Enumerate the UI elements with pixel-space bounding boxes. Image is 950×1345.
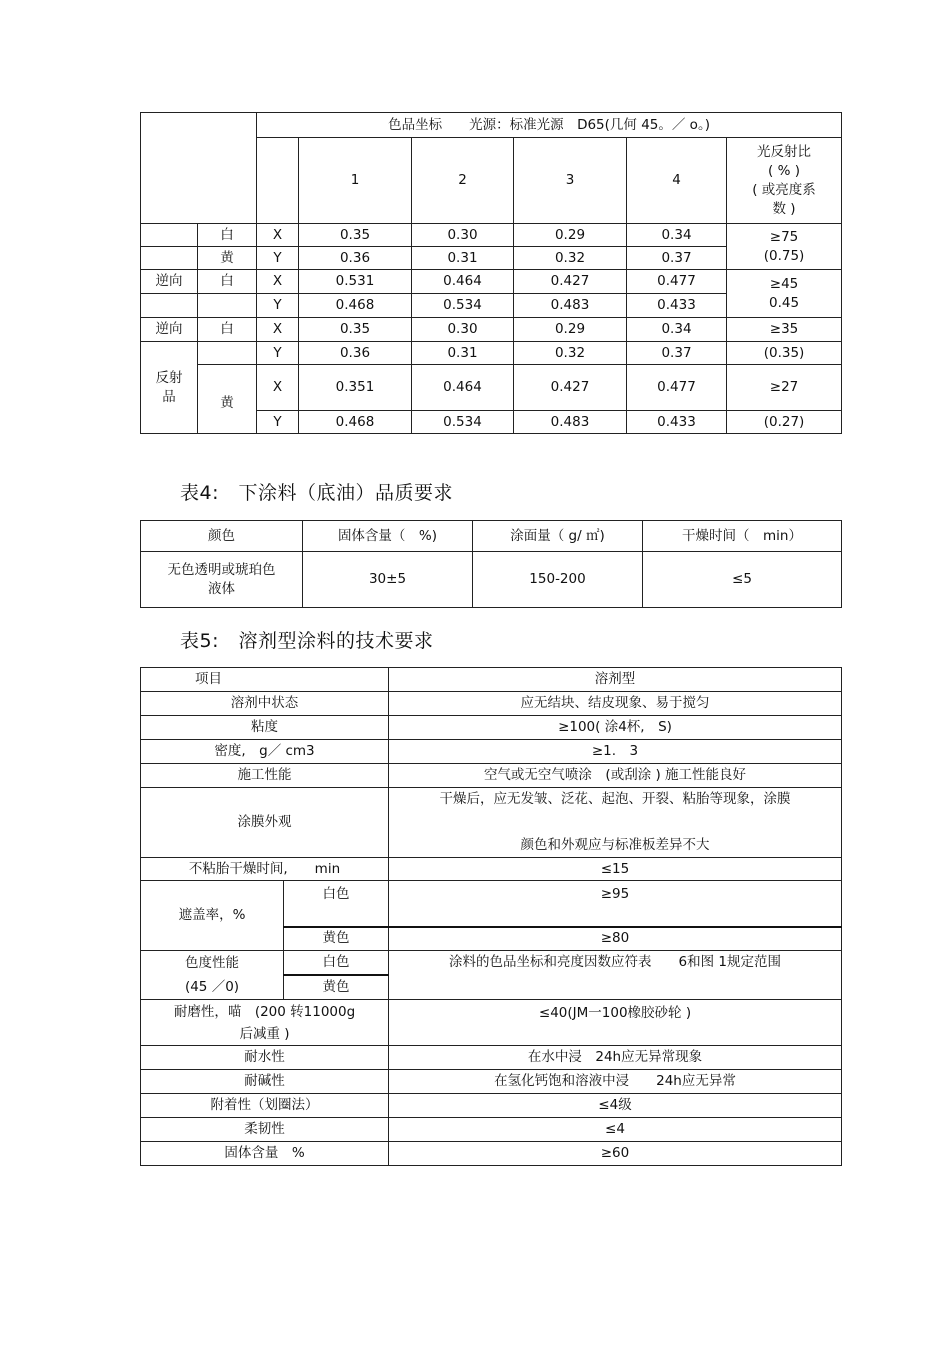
chroma-white-label: 白色	[284, 951, 389, 976]
value-cell: 0.483	[514, 294, 627, 318]
value-cell: 0.32	[514, 247, 627, 270]
column-header: 1	[299, 138, 412, 224]
item-label: 溶剂中状态	[141, 692, 389, 716]
color-cell: 黄	[198, 247, 257, 270]
color-cell	[198, 342, 257, 365]
value-cell: 0.468	[299, 411, 412, 434]
item-label: 耐磨性，喵 (200 转11000g 后减重 )	[141, 1000, 389, 1046]
item-label: 密度, g／ cm3	[141, 740, 389, 764]
color-cell: 白	[198, 270, 257, 294]
header-coverage: 涂面量（ g/ ㎡)	[473, 521, 643, 552]
value-cell: 0.351	[299, 365, 412, 411]
axis-cell: Y	[257, 247, 299, 270]
reflectance-cell: (0.35)	[727, 342, 842, 365]
cover-yellow-label: 黄色	[284, 927, 389, 951]
value-cell: 0.433	[627, 411, 727, 434]
value-cell: 0.36	[299, 247, 412, 270]
yellow-label: 黄	[198, 365, 257, 434]
item-label: 施工性能	[141, 764, 389, 788]
item-label: 耐水性	[141, 1046, 389, 1070]
item-value: 在水中浸 24h应无异常现象	[389, 1046, 842, 1070]
value-cell: 0.427	[514, 270, 627, 294]
cover-white-value: ≥95	[389, 881, 842, 927]
cover-yellow-value: ≥80	[389, 927, 842, 951]
item-value: ≤15	[389, 858, 842, 881]
item-value: ≤4级	[389, 1094, 842, 1118]
value-cell: 0.36	[299, 342, 412, 365]
chroma-value: 涂料的色品坐标和亮度因数应符表 6和图 1规定范围	[389, 951, 842, 1000]
reflect-group-label: 反射 品	[141, 342, 198, 434]
item-value: 在氢化钙饱和溶液中浸 24h应无异常	[389, 1070, 842, 1094]
table5-caption: 表5: 溶剂型涂料的技术要求	[180, 630, 434, 652]
item-value: ≥100( 涂4杯, S)	[389, 716, 842, 740]
value-cell: 0.29	[514, 224, 627, 247]
axis-cell: X	[257, 270, 299, 294]
axis-cell: X	[257, 318, 299, 342]
value-solids: 30±5	[303, 552, 473, 608]
value-cell: 0.534	[412, 411, 514, 434]
column-header: 3	[514, 138, 627, 224]
solvent-coating-table	[140, 667, 842, 1166]
value-cell: 0.34	[627, 224, 727, 247]
item-label: 涂膜外观	[141, 788, 389, 858]
value-cell: 0.468	[299, 294, 412, 318]
item-value: ≥1. 3	[389, 740, 842, 764]
value-cell: 0.30	[412, 318, 514, 342]
corner-cell	[141, 113, 257, 224]
value-cell: 0.30	[412, 224, 514, 247]
item-label: 耐碱性	[141, 1070, 389, 1094]
value-cell: 0.35	[299, 318, 412, 342]
item-label: 附着性（划圈法）	[141, 1094, 389, 1118]
value-cell: 0.37	[627, 247, 727, 270]
value-cell: 0.531	[299, 270, 412, 294]
group-cell: 逆向	[141, 318, 198, 342]
header-item: 项目	[141, 668, 389, 692]
header-drying-time: 干燥时间（ min）	[643, 521, 842, 552]
color-cell: 白	[198, 318, 257, 342]
color-cell	[198, 294, 257, 318]
value-cell: 0.477	[627, 365, 727, 411]
value-cell: 0.29	[514, 318, 627, 342]
group-cell	[141, 294, 198, 318]
chroma-label: 色度性能 (45 ／0)	[141, 951, 284, 1000]
value-drying-time: ≤5	[643, 552, 842, 608]
value-cell: 0.464	[412, 365, 514, 411]
value-cell: 0.34	[627, 318, 727, 342]
header-solids: 固体含量（ %)	[303, 521, 473, 552]
value-cell: 0.534	[412, 294, 514, 318]
axis-cell: X	[257, 224, 299, 247]
header-solvent-type: 溶剂型	[389, 668, 842, 692]
color-coordinate-table	[140, 112, 842, 434]
table3-header-title: 色品坐标 光源：标准光源 D65(几何 45。／ o。)	[257, 113, 842, 138]
axis-header-cell	[257, 138, 299, 224]
item-value: 干燥后，应无发皱、泛花、起泡、开裂、粘胎等现象，涂膜 颜色和外观应与标准板差异不大	[389, 788, 842, 858]
group-cell	[141, 224, 198, 247]
chroma-yellow-label: 黄色	[284, 975, 389, 1000]
column-header: 4	[627, 138, 727, 224]
item-label: 不粘胎干燥时间, min	[141, 858, 389, 881]
table4-caption: 表4: 下涂料（底油）品质要求	[180, 482, 453, 504]
item-label: 粘度	[141, 716, 389, 740]
reflectance-cell: (0.27)	[727, 411, 842, 434]
item-value: 应无结块、结皮现象、易于搅匀	[389, 692, 842, 716]
value-cell: 0.31	[412, 342, 514, 365]
value-cell: 0.32	[514, 342, 627, 365]
reflectance-cell: ≥45 0.45	[727, 270, 842, 318]
group-cell: 逆向	[141, 270, 198, 294]
value-cell: 0.35	[299, 224, 412, 247]
value-cell: 0.477	[627, 270, 727, 294]
value-color: 无色透明或琥珀色 液体	[141, 552, 303, 608]
item-value: 空气或无空气喷涂 (或刮涂 ) 施工性能良好	[389, 764, 842, 788]
value-cell: 0.483	[514, 411, 627, 434]
item-value: ≤4	[389, 1118, 842, 1142]
cover-rate-label: 遮盖率，%	[141, 881, 284, 951]
value-cell: 0.427	[514, 365, 627, 411]
axis-cell: Y	[257, 294, 299, 318]
axis-cell: Y	[257, 342, 299, 365]
item-label: 固体含量 %	[141, 1142, 389, 1166]
value-cell: 0.464	[412, 270, 514, 294]
axis-cell: Y	[257, 411, 299, 434]
value-coverage: 150-200	[473, 552, 643, 608]
header-color: 颜色	[141, 521, 303, 552]
primer-quality-table	[140, 520, 842, 608]
group-cell	[141, 247, 198, 270]
reflectance-header: 光反射比 ( % ) ( 或亮度系 数 )	[727, 138, 842, 224]
item-value: ≥60	[389, 1142, 842, 1166]
cover-white-label: 白色	[284, 881, 389, 927]
item-label: 柔韧性	[141, 1118, 389, 1142]
value-cell: 0.433	[627, 294, 727, 318]
reflectance-cell: ≥35	[727, 318, 842, 342]
color-cell: 白	[198, 224, 257, 247]
value-cell: 0.37	[627, 342, 727, 365]
reflectance-cell: ≥75 (0.75)	[727, 224, 842, 270]
column-header: 2	[412, 138, 514, 224]
value-cell: 0.31	[412, 247, 514, 270]
item-value: ≤40(JM一100橡胶砂轮 )	[389, 1000, 842, 1046]
axis-cell: X	[257, 365, 299, 411]
reflectance-cell: ≥27	[727, 365, 842, 411]
